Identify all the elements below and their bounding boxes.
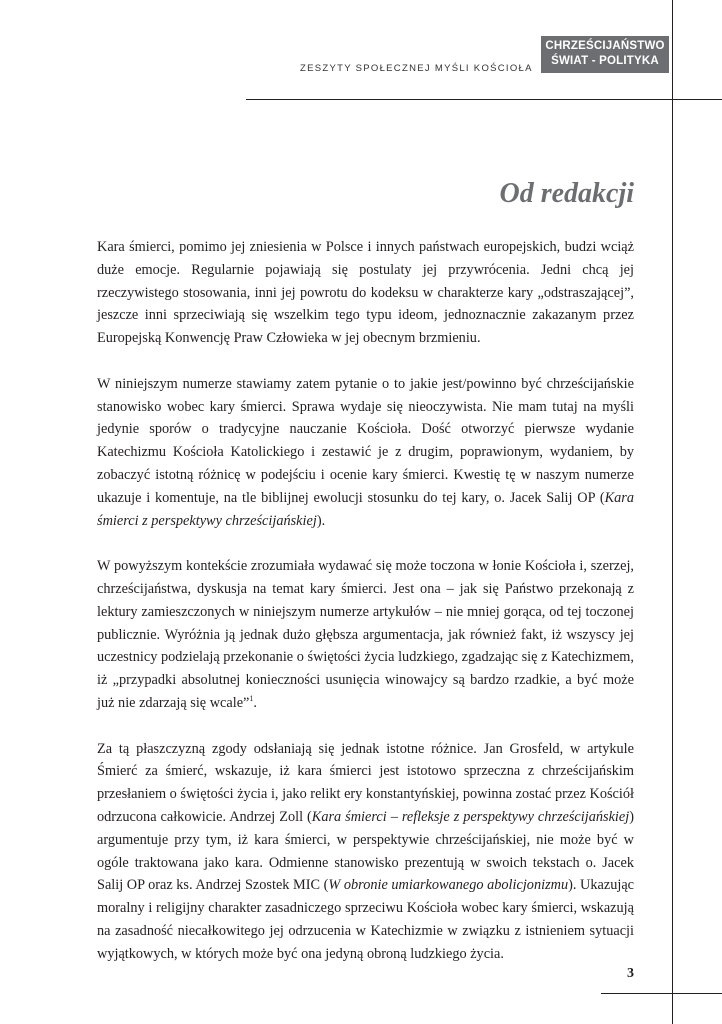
footnote-marker[interactable]: 1 <box>249 694 254 704</box>
paragraph-4-text-b: ) argumentuje przy tym, iż kara śmierci, w perspektywie chrześcijańskiej, nie może być w ogóle traktowana jako kara. Odmienne stanowisko prezentują w swoich tekstach o. Jacek Salij OP oraz ks. Andrzej Szostek MIC ( <box>97 808 634 894</box>
paragraph-4-text-a: Za tą płaszczyzną zgody odsłaniają się jednak istotne różnice. Jan Grosfeld, w artykule Śmierć za śmierć, wskazuje, iż kara śmierci jest istotowo sprzeczna z chrześcijańskim przesłaniem o świętości życia i, jako relikt ery konstantyńskiej, powinna zostać przez Kościół odrzucona całkowicie. Andrzej Zoll ( <box>97 740 634 825</box>
paragraph-2-cited-title: Kara śmierci z perspektywy chrześcijańskiej <box>97 489 634 529</box>
paragraph-3-text-b: . <box>253 694 257 711</box>
header-rule <box>246 99 722 100</box>
journal-logo <box>541 36 669 73</box>
page-number: 3 <box>627 966 634 981</box>
paragraph-1-text: Kara śmierci, pomimo jej zniesienia w Polsce i innych państwach europejskich, budzi wciąż duże emocje. Regularnie pojawiają się postulaty jej przywrócenia. Jedni chcą jej rzeczywistego stosowania, inni jej powrotu do kodeksu w charakterze kary „odstraszającej”, jeszcze inni sprzeciwiają się wszelkim tego typu ideom, jednoznacznie zakazanym przez Europejską Konwencję Praw Człowieka w jej obecnym brzmieniu. <box>97 239 634 347</box>
footer-rule <box>601 993 722 994</box>
logo-line-1: CHRZEŚCIJAŃSTWO <box>545 40 665 52</box>
logo-line-2: ŚWIAT - POLITYKA <box>551 55 659 67</box>
paragraph-1 <box>97 236 634 350</box>
article-body <box>97 236 634 988</box>
paragraph-2-text-a: W niniejszym numerze stawiamy zatem pytanie o to jakie jest/powinno być chrześcijańskie stanowisko wobec kary śmierci. Sprawa wydaje się nieoczywista. Nie mam tutaj na myśli jedynie sporów o tradycyjne nauczanie Kościoła. Dość otworzyć pierwsze wydanie Katechizmu Kościoła Katolickiego i zestawić je z drugim, poprawionym, wydaniem, by zobaczyć istotną różnicę w podejściu i ocenie kary śmierci. Kwestię tę w naszym numerze ukazuje i komentuje, na tle biblijnej ewolucji stosunku do tej kary, o. Jacek Salij OP ( <box>97 375 634 506</box>
paragraph-4-cited-title-2: W obronie umiarkowanego abolicjonizmu <box>328 877 569 894</box>
section-title: Od redakcji <box>499 178 634 209</box>
paragraph-4 <box>97 738 634 966</box>
paragraph-2-text-b: ). <box>316 512 326 529</box>
margin-vertical-rule <box>672 0 673 1024</box>
paragraph-2 <box>97 373 634 533</box>
paragraph-3-text-a: W powyższym kontekście zrozumiała wydawać się może toczona w łonie Kościoła i, szerzej, chrześcijaństwa, dyskusja na temat kary śmierci. Jest ona – jak się Państwo przekonają z lektury zamieszczonych w niniejszym numerze artykułów – nie mniej gorąca, od tej toczonej publicznie. Wyróżnia ją jednak dużo głębsza argumentacja, jak również fakt, iż wszyscy jej uczestnicy podzielają przekonanie o świętości życia ludzkiego, zgadzając się z Katechizmem, iż „przypadki absolutnej konieczności usunięcia winowajcy są bardzo rzadkie, a być może już nie zdarzają się wcale” <box>97 558 634 711</box>
paragraph-4-cited-title-1: Kara śmierci – refleksje z perspektywy chrześcijańskiej <box>311 808 630 825</box>
paragraph-3 <box>97 555 634 715</box>
paragraph-4-text-c: ). Ukazując moralny i religijny charakter zasadniczego sprzeciwu Kościoła wobec kary śmierci, wskazują na zasadność niecałkowitego jej odrzucenia w Katechizmie w związku z istnieniem sytuacji wyjątkowych, w których może być ona jedyną obroną ludzkiego życia. <box>97 877 635 962</box>
running-header-title: ZESZYTY SPOŁECZNEJ MYŚLI KOŚCIOŁA <box>300 63 533 74</box>
